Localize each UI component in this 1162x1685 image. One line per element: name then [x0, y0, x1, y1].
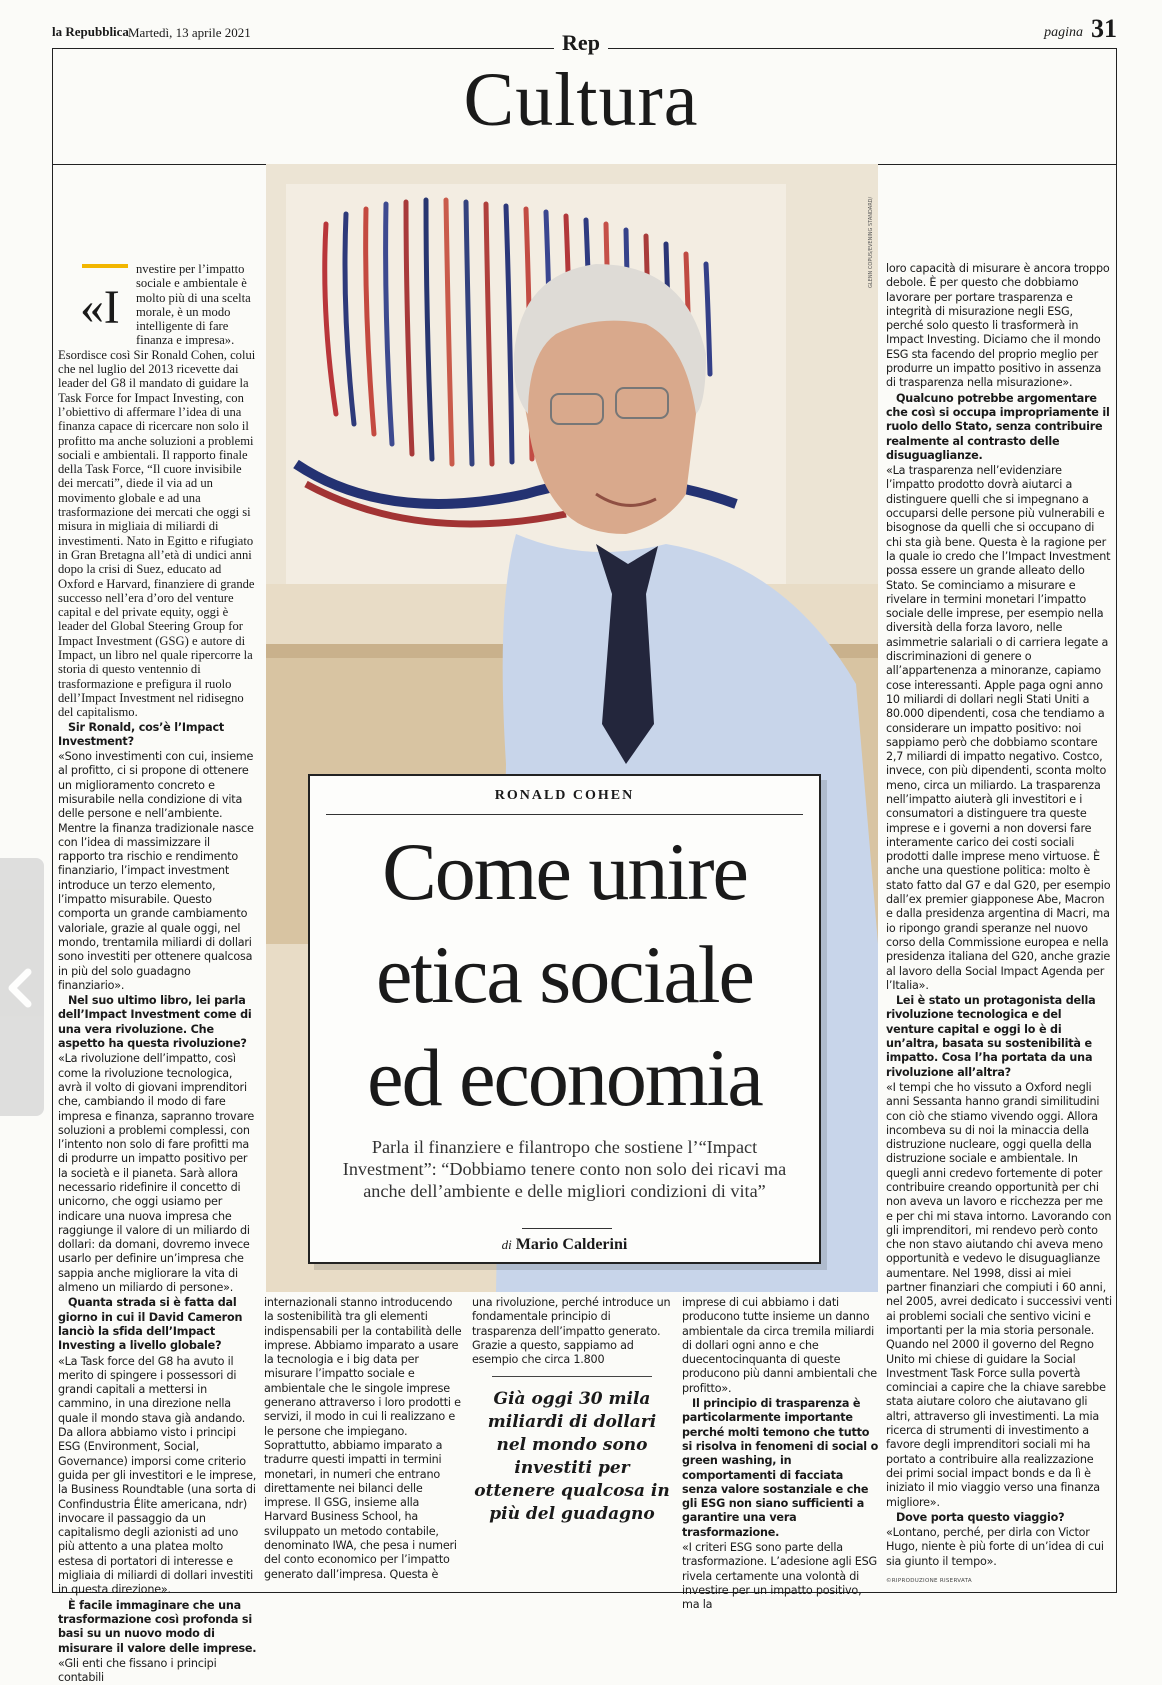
article-column-bottom-3 — [682, 1296, 882, 1612]
article-column-right — [886, 262, 1112, 1587]
lead-paragraph: nvestire per l’impatto sociale e ambientale è molto più di una scelta morale, è un modo intelligente di fare finanza e impresa». Esordisce così Sir Ronald Cohen, colui che nel luglio del 2013 ricevette dai leader del G8 il mandato di guidare la Task Force for Impact Investing, con l’obiettivo di affermare l’idea di una finanza capace di ricercare non solo il profitto ma anche soluzioni a problemi sociali e ambientali. Il rapporto finale della Task Force, “Il cuore invisibile dei mercati”, diede il via ad un movimento globale e ad una trasformazione dei mercati che oggi si misura in migliaia di miliardi di investimenti. Nato in Egitto e rifugiato in Gran Bretagna all’età di undici anni dopo la crisi di Suez, educato ad Oxford e Harvard, finanziere di grande successo nell’era d’oro del venture capital e del private equity, oggi è leader del Global Steering Group for Impact Investment (GSG) e autore di Impact, un libro nel quale ripercorre la storia di questo ventennio di trasformazione e prefigura il ruolo dell’Impact Investment nel ridisegno del capitalismo. — [58, 262, 256, 720]
page-number: 31 — [1091, 14, 1117, 43]
kicker: RONALD COHEN — [494, 788, 635, 803]
headline-line-2: etica sociale — [376, 929, 753, 1020]
answer-1: «Sono investimenti con cui, insieme al profitto, ci si propone di ottenere un miglioramento concreto e misurabile nella condizione di vita delle persone e nell’ambiente. Mentre la finanza tradizionale nasce con l’idea di massimizzare il rapporto tra rischio e rendimento finanziario, l’impact investment introduce un terzo elemento, l’impatto misurabile. Questo comporta un grande cambiamento valoriale, grazie al quale oggi, nel mondo, trentamila miliardi di dollari sono investiti per ottenere qualcosa in più del solo guadagno finanziario». — [58, 750, 254, 992]
answer-4-end: imprese di cui abbiamo i dati producono tutte insieme un danno ambientale da circa tremila miliardi di dollari ogni anno e che duecentocinquanta di queste producono più danni ambientali che profitto». — [682, 1296, 877, 1395]
page-label: pagina — [1044, 25, 1083, 40]
byline-author: Mario Calderini — [515, 1236, 628, 1253]
rep-label: Rep — [0, 30, 1162, 56]
headline-line-1: Come unire — [382, 826, 747, 917]
question-2: Nel suo ultimo libro, lei parla dell’Impact Investment come di una vera rivoluzione. Che aspetto ha questa rivoluzione? — [58, 994, 252, 1051]
pull-quote: Già oggi 30 mila miliardi di dollari nel mondo sono investiti per ottenere qualcosa in più del guadagno — [474, 1389, 670, 1524]
masthead: la Repubblica — [52, 24, 129, 39]
photo-credit: GLENN COPUS/EVENING STANDARD/ — [868, 196, 874, 288]
byline — [310, 1236, 819, 1254]
question-1: Sir Ronald, cos’è l’Impact Investment? — [58, 720, 225, 748]
answer-4-start: «Gli enti che fissano i principi contabili — [58, 1656, 217, 1685]
answer-3: «La Task force del G8 ha avuto il merito di spingere i possessori di grandi capitali a mettersi in cammino, in una direzione nella quale il mondo stava già andando. Da allora abbiamo visto i principi ESG (Environment, Social, Governance) imporsi come criterio guida per gli investitori e le imprese, la Business Roundtable (una sorta di Confindustria Élite americana, ndr) invocare il passaggio da un capitalismo degli azionisti ad uno più attento a una platea molto estesa di portatori di interesse e migliaia di miliardi di dollari investiti in questa direzione». — [58, 1354, 257, 1597]
standfirst: Parla il finanziere e filantropo che sostiene l’“Impact Investment”: “Dobbiamo tenere conto non solo dei ricavi ma anche dell’ambiente e delle migliori condizioni di vita” — [342, 1137, 787, 1201]
reproduction-notice: ©RIPRODUZIONE RISERVATA — [886, 1578, 972, 1584]
question-8: Dove porta questo viaggio? — [896, 1510, 1065, 1524]
article-column-left — [58, 262, 258, 1685]
headline-box — [308, 774, 821, 1264]
dropcap: «I — [80, 281, 120, 334]
issue-date: Martedì, 13 aprile 2021 — [128, 25, 251, 40]
section-title: Cultura — [463, 58, 699, 142]
answer-4-continued-2: una rivoluzione, perché introduce un fondamentale principio di trasparenza dell’impatto generato. Grazie a questo, sappiamo ad esempio che circa 1.800 — [472, 1296, 671, 1367]
answer-7: «I tempi che ho vissuto a Oxford negli anni Sessanta hanno grandi similitudini con ciò che stiamo vivendo oggi. Allora incombeva su di noi la minaccia della distruzione nucleare, oggi quella della distruzione sociale e ambientale. In quegli anni credevo fortemente di poter contribuire creando opportunità per chi non aveva un lavoro e ricchezza per me e per chi mi stava intorno. Lavorando con gli imprenditori, mi rendevo però conto che non stavo aiutando chi aveva meno opportunità e vedevo le disuguaglianze aumentare. Nel 1998, dissi ai miei partner finanziari che compiuti i 60 anni, nel 2005, avrei dedicato i successivi venti ai problemi sociali che sentivo vicini e importanti per la mia storia personale. Quando nel 2000 il governo del Regno Unito mi chiese di guidare la Social Investment Task Force sulla povertà cominciai a capire che la chiave sarebbe stata aiutare coloro che aiutavano gli altri, attraverso gli investimenti. La mia ricerca di strumenti di investimento a favore degli imprenditori sociali mi ha portato a contribuire alla realizzazione dei primi social impact bonds e da lì è iniziato il mio viaggio verso una finanza migliore». — [886, 1080, 1112, 1509]
article-column-bottom-2 — [472, 1296, 672, 1367]
frame-rule-left — [52, 48, 53, 1593]
previous-page-button[interactable] — [0, 858, 44, 1116]
frame-rule-right — [1116, 48, 1117, 1593]
pullquote-rule — [492, 1376, 652, 1377]
answer-5-start: «I criteri ESG sono parte della trasformazione. L’adesione agli ESG rivela certamente una volontà di investire per un impatto positivo, ma la — [682, 1541, 878, 1612]
headline — [310, 820, 819, 1129]
answer-8: «Lontano, perché, per dirla con Victor Hugo, niente è più forte di un’idea di cui sia giunto il tempo». — [886, 1526, 1104, 1568]
dropcap-block — [58, 262, 136, 346]
answer-4-continued: internazionali stanno introducendo la sostenibilità tra gli elementi indispensabili per la contabilità delle imprese. Abbiamo imparato a usare la tecnologia e i big data per misurare l’impatto sociale e ambientale che le singole imprese generano attraverso i loro prodotti e servizi, il modo in cui li realizzano e le persone che impiegano. Soprattutto, abbiamo imparato a tradurre questi impatti in termini monetari, in numeri che entrano direttamente nei bilanci delle imprese. Il GSG, insieme alla Harvard Business School, ha sviluppato un metodo contabile, denominato IWA, che pesa i numeri del conto economico per l’impatto generato dall’impresa. Questa è — [264, 1296, 462, 1581]
question-7: Lei è stato un protagonista della rivoluzione tecnologica e del venture capital e oggi lo è di un’altra, basata su sostenibilità e impatto. Cosa l’ha portata da una rivoluzione all’altra? — [886, 994, 1096, 1079]
byline-prefix: di — [501, 1237, 512, 1252]
answer-2: «La rivoluzione dell’impatto, così come la rivoluzione tecnologica, avrà il volto di giovani imprenditori che, cambiando il modo di fare impresa e finanza, sapranno trovare soluzioni a problemi complessi, con l’intento non solo di fare profitti ma di produrre un impatto positivo per la società e il pianeta. Sarà allora necessario ridefinire il concetto di unicorno, che oggi usiamo per indicare una nuova impresa che raggiunge il valore di un miliardo di dollari: da domani, dovremo invece usarlo per definire un’impresa che sappia anche migliorare la vita di almeno un miliardo di persone». — [58, 1052, 255, 1295]
chevron-left-icon — [4, 968, 38, 1008]
answer-5-continued: loro capacità di misurare è ancora troppo debole. È per questo che dobbiamo lavorare per portare trasparenza e integrità di misurazione negli ESG, perché solo questo li trasformerà in Impact Investing. Diciamo che il mondo ESG sta facendo del proprio meglio per produrre un impatto positivo in assenza di trasparenza nella misurazione». — [886, 262, 1110, 390]
byline-rule — [522, 1228, 612, 1229]
question-5: Il principio di trasparenza è particolarmente importante perché molti temono che tutto si risolva in fenomeni di social o green washing, in comportamenti di facciata senza valore sostanziale e che gli ESG non siano sufficienti a garantire una vera trasformazione. — [682, 1397, 879, 1539]
article-column-bottom-1 — [264, 1296, 464, 1588]
kicker-rule — [326, 814, 803, 815]
question-4: È facile immaginare che una trasformazione così profonda si basi su un nuovo modo di misurare il valore delle imprese. — [58, 1598, 257, 1655]
answer-6: «La trasparenza nell’evidenziare l’impatto prodotto dovrà aiutarci a distinguere quelli che si impegnano a occuparsi delle persone più vulnerabili e bisognose da quelli che si occupano di chi sta già bene. Questa è la ragione per la quale io credo che l’Impact Investment possa essere un grande alleato dello Stato. Se cominciamo a misurare e rivelare in termini monetari l’impatto sociale delle imprese, per esempio nella diversità della forza lavoro, nelle asimmetrie salariali o di carriera legate a discriminazioni di genere o all’appartenenza a minoranze, capiamo cose interessanti. Apple paga ogni anno 10 miliardi di dollari negli Stati Uniti a 80.000 dipendenti, cosa che tendiamo a considerare un impatto positivo: noi sappiamo però che dobbiamo scontare 2,7 miliardi di impatto negativo. Costco, invece, con più dipendenti, sconta molto meno, circa un miliardo. La trasparenza nell’impatto aiuterà gli investitori e i consumatori a distinguere tra queste imprese e i governi a non doversi fare interamente carico dei costi sociali prodotti dalle imprese meno virtuose. È anche una questione politica: molto è stato fatto dal G7 e dal G20, per esempio dall’ex premier giapponese Abe, Macron e dalla presidenza argentina di Macri, ma io ripongo grandi speranze nel nuovo corso della Commissione europea e nella presidenza italiana del G20, anche grazie al lavoro della Social Impact Agenda per l’Italia». — [886, 464, 1111, 992]
accent-bar — [82, 264, 128, 268]
headline-line-3: ed economia — [367, 1032, 762, 1123]
question-3: Quanta strada si è fatta dal giorno in cui il David Cameron lanciò la sfida dell’Impact Investing a livello globale? — [58, 1296, 243, 1353]
question-6: Qualcuno potrebbe argomentare che così si occupa impropriamente il ruolo dello Stato, senza contribuire realmente al contrasto delle disuguaglianze. — [886, 391, 1110, 462]
